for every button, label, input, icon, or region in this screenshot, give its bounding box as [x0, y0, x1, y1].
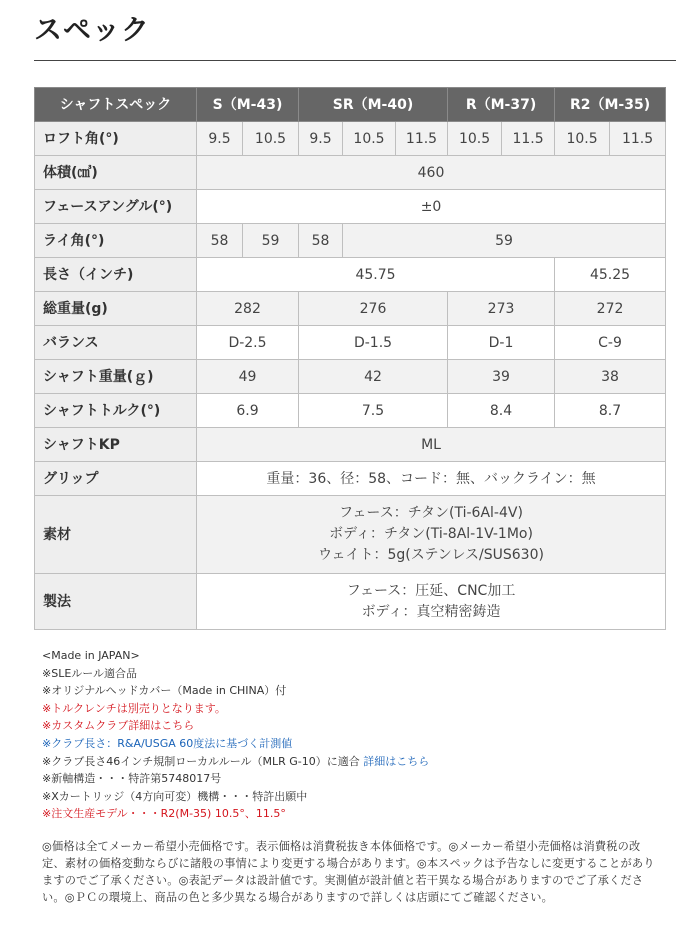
table-cell: C-9	[555, 326, 666, 360]
table-cell: D-2.5	[197, 326, 299, 360]
note-prefix: ※	[42, 736, 52, 750]
header-r2: R2（M-35)	[555, 88, 666, 122]
row-label: 素材	[35, 496, 197, 574]
title-divider	[34, 60, 676, 61]
note-made-in: <Made in JAPAN>	[42, 649, 140, 662]
table-cell: 39	[448, 360, 555, 394]
table-cell: 273	[448, 292, 555, 326]
row-label: フェースアングル(°)	[35, 190, 197, 224]
row-label: 体積(㎤)	[35, 156, 197, 190]
row-label: グリップ	[35, 462, 197, 496]
manufacturing-face: フェース：圧延、CNC加工	[346, 582, 516, 599]
table-row-shaft-weight	[35, 360, 666, 394]
table-row-length	[35, 258, 666, 292]
table-cell: 58	[197, 224, 243, 258]
table-cell: D-1.5	[299, 326, 448, 360]
table-cell: 7.5	[299, 394, 448, 428]
manufacturing-body: ボディ：真空精密鋳造	[361, 603, 501, 620]
table-row-volume	[35, 156, 666, 190]
table-cell: ML	[197, 428, 666, 462]
header-r: R（M-37)	[448, 88, 555, 122]
notes-section	[42, 647, 682, 823]
row-label: シャフトKP	[35, 428, 197, 462]
table-row-shaft-torque	[35, 394, 666, 428]
table-cell: 10.5	[343, 122, 396, 156]
table-cell: 10.5	[243, 122, 299, 156]
table-cell: ±0	[197, 190, 666, 224]
note-order-model: ※注文生産モデル・・・R2(M-35) 10.5°、11.5°	[42, 807, 286, 821]
table-cell: 11.5	[396, 122, 448, 156]
table-cell: 11.5	[502, 122, 555, 156]
table-cell: 59	[243, 224, 299, 258]
table-row-total-weight	[35, 292, 666, 326]
row-label: 製法	[35, 574, 197, 630]
material-body: ボディ：チタン(Ti-8Al-1V-1Mo)	[329, 526, 533, 542]
note-sle: ※SLEルール適合品	[42, 666, 138, 680]
header-shaft-spec: シャフトスペック	[35, 88, 197, 122]
table-row-manufacturing	[35, 574, 666, 630]
header-s: S（M-43)	[197, 88, 299, 122]
table-cell: 10.5	[448, 122, 502, 156]
table-cell: 272	[555, 292, 666, 326]
material-face: フェース：チタン(Ti-6Al-4V)	[339, 505, 523, 521]
table-cell: 59	[343, 224, 666, 258]
table-row-balance	[35, 326, 666, 360]
table-cell: D-1	[448, 326, 555, 360]
club-length-link[interactable]: クラブ長さ：R&A/USGA 60度法に基づく計測値	[51, 736, 293, 750]
note-headcover: ※オリジナルヘッドカバー（Made in CHINA）付	[42, 684, 287, 698]
row-label: ライ角(°)	[35, 224, 197, 258]
custom-club-link[interactable]: カスタムクラブ詳細はこちら	[51, 719, 195, 733]
table-cell: 45.75	[197, 258, 555, 292]
table-cell	[197, 574, 666, 630]
price-disclaimer	[42, 838, 670, 906]
disclaimer-line: 定、素材の価格変動ならびに諸般の事情により変更する場合があります。◎本スペックは予告なしに変更することがあり	[42, 857, 655, 870]
table-cell: 49	[197, 360, 299, 394]
table-cell: 38	[555, 360, 666, 394]
table-row-shaft-kp	[35, 428, 666, 462]
table-cell: 282	[197, 292, 299, 326]
table-cell: 9.5	[197, 122, 243, 156]
row-label: シャフトトルク(°)	[35, 394, 197, 428]
header-sr: SR（M-40)	[299, 88, 448, 122]
local-rule-details-link[interactable]: 詳細はこちら	[363, 754, 430, 768]
table-row-face-angle	[35, 190, 666, 224]
note-custom	[42, 717, 682, 735]
note-patent: ※新軸構造・・・特許第5748017号	[42, 772, 222, 786]
note-local-rule-text: ※クラブ長さ46インチ規制ローカルルール（MLR G-10）に適合	[42, 754, 364, 768]
row-label: 総重量(g)	[35, 292, 197, 326]
table-cell: 8.4	[448, 394, 555, 428]
note-local-rule	[42, 753, 682, 771]
disclaimer-line: ますのでご了承ください。◎表記データは設計値です。実測値が設計値と若干異なる場合がありますのでご了承くださ	[42, 874, 644, 887]
table-cell: 45.25	[555, 258, 666, 292]
table-header-row	[35, 88, 666, 122]
table-cell: 9.5	[299, 122, 343, 156]
table-cell: 42	[299, 360, 448, 394]
spec-table	[34, 87, 666, 630]
note-wrench: ※トルクレンチは別売りとなります。	[42, 701, 226, 715]
table-row-lie	[35, 224, 666, 258]
table-cell: 6.9	[197, 394, 299, 428]
table-cell: 276	[299, 292, 448, 326]
note-cartridge: ※Xカートリッジ（4方向可変）機構・・・特許出願中	[42, 789, 308, 803]
material-weight: ウェイト：5g(ステンレス/SUS630)	[318, 547, 544, 563]
note-prefix: ※	[42, 719, 52, 733]
disclaimer-line: ◎価格は全てメーカー希望小売価格です。表示価格は消費税抜き本体価格です。◎メーカー希望小売価格は消費税の改	[42, 840, 641, 853]
table-row-loft	[35, 122, 666, 156]
disclaimer-line: い。◎ＰＣの環境上、商品の色と多少異なる場合がありますので詳しくは店頭にてご確認ください。	[42, 891, 554, 904]
table-cell: 11.5	[610, 122, 666, 156]
table-cell: 10.5	[555, 122, 610, 156]
table-row-grip	[35, 462, 666, 496]
table-row-material	[35, 496, 666, 574]
note-length	[42, 735, 682, 753]
table-cell	[197, 496, 666, 574]
table-cell: 8.7	[555, 394, 666, 428]
row-label: 長さ（インチ)	[35, 258, 197, 292]
row-label: シャフト重量(ｇ)	[35, 360, 197, 394]
page-title: スペック	[34, 13, 151, 46]
table-cell: 58	[299, 224, 343, 258]
row-label: ロフト角(°)	[35, 122, 197, 156]
row-label: バランス	[35, 326, 197, 360]
table-cell: 重量：36、径：58、コード：無、バックライン：無	[197, 462, 666, 496]
table-cell: 460	[197, 156, 666, 190]
